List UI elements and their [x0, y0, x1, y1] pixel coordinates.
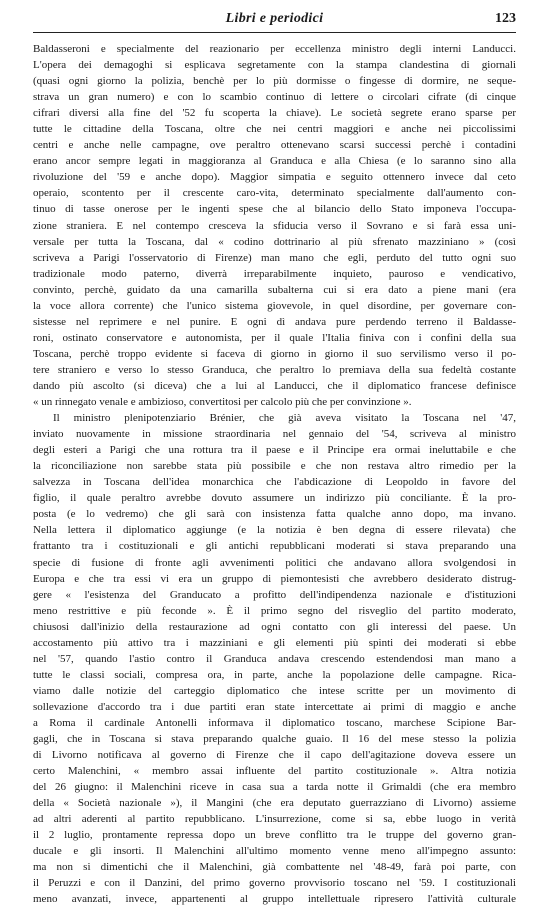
text-line: la riconciliazione non sarebbe stata più possibile e che non restava altro rimedio per la — [33, 460, 516, 473]
text-line: accostamento più attivo tra i mazziniani e gli elementi più spinti dei moderati si ebbe — [33, 636, 516, 649]
text-line: operaio, scontento per il crescente caro-vita, determinato specialmente dall'aumento con- — [33, 187, 516, 200]
text-line: frattanto tra i costituzionali e gli antichi repubblicani moderati si stava preparando una — [33, 540, 516, 553]
text-line: scriveva a Parigi l'osservatorio di Firenze) man mano che egli, perduto del tutto ogni suo — [33, 251, 516, 264]
text-line: il 2 luglio, prontamente repressa dopo un breve conflitto tra le truppe del governo gran- — [33, 829, 516, 842]
text-line: « un rinnegato venale e ambizioso, convertitosi per calcolo più che per convinzione ». — [33, 396, 412, 409]
text-line: cifrari diversi alla fine del '52 fu scoperta la chiave). Le società segrete erano sparse per — [33, 107, 516, 120]
page-number: 123 — [495, 11, 516, 26]
paragraph — [33, 410, 516, 907]
text-line: specie di fusione di fronte agli avvenimenti politici che andavano allora svolgendosi in — [33, 556, 516, 569]
text-line: viamo dalle notizie del carteggio diplomatico che intese scritte per un movimento di — [33, 684, 516, 697]
text-line: erano ancor sempre legati in maggioranza al Granduca e alla Chiesa (e lo saranno sino alla — [33, 155, 516, 168]
text-line: convinto, perchè, guidato da una camarilla subalterna cui si era dato a piene mani (era — [33, 283, 516, 296]
text-line: il Peruzzi e con il Danzini, del primo governo provvisorio toscano nel '59. I costituzionali — [33, 877, 516, 890]
text-line: sistesse nel reprimere e nel punire. E ogni dì andava pure perdendo terreno il Baldasse- — [33, 315, 516, 328]
text-line: gere « l'esistenza del Granducato a profitto dell'indipendenza nazionale e d'istituzioni — [33, 588, 516, 601]
text-line: della « Società nazionale »), il Mangini (che era deputato guerrazziano di Livorno) assieme — [33, 797, 516, 810]
text-line: degli esteri a Parigi che una rottura tra il paese e il Principe era ormai ineluttabile e che — [33, 444, 516, 457]
text-line: Il ministro plenipotenziario Brénier, che già aveva visitato la Toscana nel '47, — [53, 412, 516, 425]
text-line: dando più ascolto (si diceva) che a lui al Landucci, che il diplomatico francese definisce — [33, 379, 516, 392]
text-line: ad altri aderenti al partito repubblicano. L'insurrezione, come si sa, ebbe luogo in verità — [33, 813, 516, 826]
text-line: zione straniera. E nel contempo cresceva la sfiducia verso il Sovrano e si farà essa uni- — [33, 219, 516, 232]
text-line: ma non si dimentichi che il Malenchini, già combattente nel '48-49, farà poi parte, con — [33, 861, 516, 874]
text-line: Toscana, perchè troppo evidente si faceva di giorno in giorno il suo servilismo verso il po- — [33, 347, 516, 360]
text-line: (quasi ogni giorno la polizia, benchè per lo più dormisse o fingesse di dormire, ne seque- — [33, 75, 516, 88]
text-line: tere straniero e verso lo stesso Granduca, che peraltro lo premiava della sua fedeltà costante — [33, 363, 516, 376]
text-line: a Roma il cardinale Antonelli informava il diplomatico toscano, marchese Scipione Bar- — [33, 716, 516, 729]
text-line: tutte le cittadine della Toscana, oltre che nei centri maggiori e anche nei piccolissimi — [33, 123, 516, 136]
text-line: meno avanzati, invece, appartenenti al gruppo intellettuale ripresero l'attività culturale — [33, 893, 516, 906]
text-line: ducale e gli insorti. Il Malenchini all'ultimo momento venne meno all'impegno assunto: — [33, 845, 516, 858]
text-line: nel '57, quando l'astio contro il Granduca andava crescendo estendendosi man mano a — [33, 652, 516, 665]
text-line: Europa e che tra essi vi era un gruppo di piemontesisti che avrebbero desiderato distrug- — [33, 572, 516, 585]
text-line: la voce allora corrente) che l'unico sistema giovevole, in quel disordine, per governare con- — [33, 299, 516, 312]
text-line: del 26 giugno: il Malenchini riceve in casa sua a tarda notte il Grimaldi (che era membro — [33, 781, 516, 794]
running-header — [33, 10, 516, 33]
text-line: Nella lettera il diplomatico aggiunge (e la notizia è ben degna di essere rilevata) che — [33, 524, 516, 537]
text-line: posta (e lo vedremo) che gli sarà con insistenza fatta qualche anno dopo, ma invano. — [33, 508, 516, 521]
text-line: certo Malenchini, « membro assai influente del partito costituzionale ». Altra notizia — [33, 765, 516, 778]
running-title: Libri e periodici — [225, 11, 324, 26]
text-line: versale per tutta la Toscana, dal « codino dottrinario al più sfrenato mazziniano » (così — [33, 235, 516, 248]
text-line: Baldasseroni e specialmente del reazionario per eccellenza ministro degli interni Landucci. — [33, 43, 516, 55]
text-line: salvezza in Toscana dell'idea monarchica che l'abdicazione di Leopoldo in favore del — [33, 476, 516, 489]
text-line: centri e anche nelle campagne, ove peraltro ottenevano scarsi successi perchè i contadini — [33, 139, 516, 152]
text-line: sollevazione d'accordo tra i due partiti eran state intercettate ai primi di maggio e anche — [33, 700, 516, 713]
text-line: strava un gran numero) e con lo scambio continuo di lettere o circolari cifrate (di cinque — [33, 91, 516, 104]
text-line: meno restrittive e più feconde ». È il primo segno del risveglio del partito moderato, — [33, 604, 516, 617]
text-line: figlio, il quale peraltro avrebbe dovuto assumere un indirizzo più conciliante. È la pro- — [33, 492, 516, 505]
text-line: L'opera dei demagoghi si esplicava segretamente con la stampa clandestina di giornali — [33, 59, 516, 72]
body-text — [33, 41, 516, 908]
paragraph — [33, 41, 516, 410]
text-line: di Livorno notificava al governo di Firenze che il capo dell'agitazione doveva essere un — [33, 749, 516, 762]
text-line: tradizionale modo paterno, diverrà irreparabilmente inquieto, pauroso e vendicativo, — [33, 267, 516, 280]
text-line: chiusosi dall'inizio della restaurazione ad ogni contatto con gli interessi del paese. Un — [33, 620, 516, 633]
text-line: tinuo di tasse onerose per le ingenti spese che al bilancio dello Stato imponeva l'occupa- — [33, 203, 516, 216]
text-line: roni, ostinato conservatore e autonomista, per il quale l'Italia finiva con i confini della sua — [33, 331, 516, 344]
text-line: inviato nuovamente in missione straordinaria nel gennaio del '54, scriveva al ministro — [33, 428, 516, 441]
text-line: tutte le classi sociali, compresa ora, in parte, anche la popolazione delle campagne. Rica- — [33, 668, 516, 681]
text-line: rivoluzione del '59 e anche dopo). Maggior simpatia e seguito ottennero invece dal ceto — [33, 171, 516, 184]
text-line: gagli, che in Toscana si stava preparando qualche guaio. Il 16 del mese stesso la polizia — [33, 733, 516, 746]
